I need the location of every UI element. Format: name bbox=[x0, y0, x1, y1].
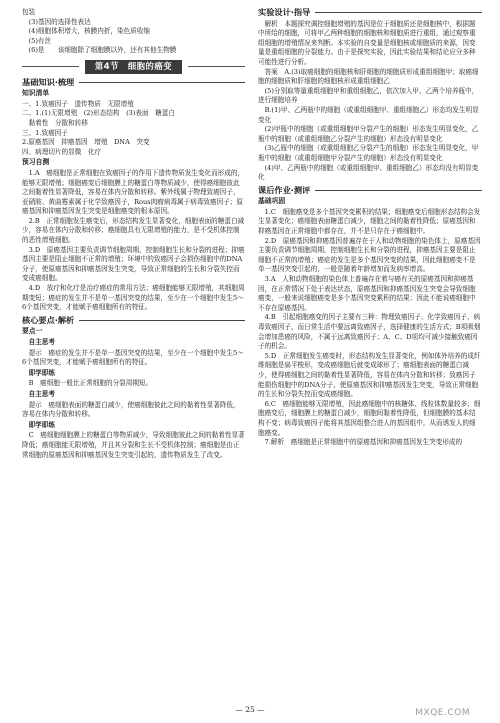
paragraph: 答案 A.(3)取癌细胞的细胞核和肝细胞的细胞质形成重组细胞甲；取癌细胞的细胞质和肝细胞的细胞核形成重组细胞乙 bbox=[258, 67, 479, 86]
experiment-answers bbox=[258, 20, 482, 183]
divider bbox=[188, 66, 245, 67]
section-heading: 核心要点·解析 bbox=[22, 316, 245, 326]
practice-text: B 癌细胞一般比正常细胞的分裂周期短。 bbox=[28, 379, 153, 388]
paragraph: 黏着性 分散和转移 bbox=[28, 118, 88, 127]
left-column bbox=[22, 8, 245, 460]
lesson-title: 第4节 细胞的癌变 bbox=[85, 60, 182, 74]
paragraph: (5)有丝 bbox=[28, 36, 52, 45]
paragraph: 2.D 原癌基因和抑癌基因普遍存在于人和动物细胞的染色体上，原癌基因主要负责调节细胞周期，控制细胞生长和分裂的进程，抑癌基因主要是阻止细胞不正常的增殖；癌症的发生是多个基因突变的结果，因此细胞癌变不是单一基因突变引起的，一般是随着年龄增加而发病率增高。 bbox=[258, 236, 481, 274]
paragraph: (6)是 该细胞除了细胞膜以外，还有其他生物膜 bbox=[28, 46, 177, 55]
paragraph: 5.D 正常细胞发生癌变时，形态结构发生显著变化，例如体外培养的成纤维细胞是扁平梭形，变成癌细胞后就变成球形了；癌细胞表面的糖蛋白减少，使得癌细胞之间的黏着性显著降低，容易在体内分散和转移；致癌因子能损伤细胞中的DNA分子，使原癌基因和抑癌基因发生突变，导致正常细胞的生长和分裂失控而变成癌细胞。 bbox=[258, 351, 481, 399]
preview-answers bbox=[22, 169, 245, 313]
self-think-label: 自主思考 bbox=[28, 389, 55, 398]
paragraph: 二、1.(1)无限增殖 (2)形态结构 (3)表面 糖蛋白 bbox=[22, 109, 175, 118]
paragraph: (3)乙瓶中的细胞（或重组细胞乙分裂产生的细胞）形态发生明显变化，甲瓶中的细胞（或重组细胞甲分裂产生的细胞）形态没有明显变化 bbox=[258, 144, 479, 162]
subsection-label: 基础巩固 bbox=[258, 197, 286, 206]
subsection-label: 知识清单 bbox=[22, 89, 50, 98]
paragraph: 解析 本题探究调控细胞增殖的基因是位于细胞质还是细胞核中，根据题中所给的细胞，可将甲乙两种细胞的细胞核和细胞质进行重组，通过观察重组细胞的增殖情况来判断。本实验的自变量是细胞核或细胞质的来源，因变量是重组细胞的分裂能力。由于是探究实验，因此实验结果和结论应分多种可能性进行分析。 bbox=[258, 19, 476, 66]
paragraph: (3)基因的选择性表达 bbox=[28, 17, 91, 26]
paragraph: B.(1)甲、乙两瓶中的细胞（或重组细胞甲、重组细胞乙）形态均发生明显变化 bbox=[258, 105, 479, 124]
self-think-label: 自主思考 bbox=[28, 338, 55, 346]
homework-answers bbox=[258, 208, 482, 448]
paragraph: 包装 bbox=[22, 8, 36, 16]
paragraph: 6.C 癌细胞能够无限增殖，因此癌细胞中的核糖体、线粒体数量较多；细胞癌变后，细胞膜上的糖蛋白减少，细胞间黏着性降低，但细胞膜的基本结构不变；病毒致癌因子能将其基因组整合进人的基因组中，从而诱发人的细胞癌变。 bbox=[258, 399, 481, 437]
paragraph: 7.解析 癌细胞是正常细胞中的原癌基因和抑癌基因发生突变形成的 bbox=[264, 438, 463, 447]
paragraph: 3.A 人和动物细胞的染色体上普遍存在着与癌有关的原癌基因和抑癌基因，在正常情况下处于表达状态，原癌基因和抑癌基因发生突变会导致细胞癌变，一般来说细胞癌变是多个基因突变累积的结果；因此不能说癌细胞中不存在原癌基因。 bbox=[258, 275, 476, 312]
section-heading: 基础知识·梳理 bbox=[22, 78, 245, 88]
page-number: — 25 — bbox=[235, 705, 265, 714]
paragraph: 4.D 放疗和化疗是治疗癌症的常用方法；癌细胞能够无限增殖，其细胞周期变短；癌症的发生并不是单一基因突变的结果，至少在一个细胞中发生5～6个基因突变，才能赋予癌细胞所有的特征。 bbox=[22, 284, 245, 312]
point-label: 要点一 bbox=[22, 327, 43, 336]
carryover-answers bbox=[22, 8, 245, 56]
paragraph: 4.B 引起细胞癌变的因子主要有三种：物理致癌因子、化学致癌因子、病毒致癌因子，而日常生活中要远离致癌因子，选择健康的生活方式；B项吸烟会增加患癌的风险，不属于远离致癌因子；A、C、D项均可减少接触致癌因子的机会。 bbox=[258, 313, 481, 351]
knowledge-list bbox=[22, 100, 245, 158]
paragraph: 2.原癌基因 抑癌基因 增殖 DNA 突变 bbox=[22, 138, 150, 147]
section-heading: 实验设计·指导 bbox=[258, 8, 482, 18]
paragraph: 三、1.致癌因子 bbox=[22, 128, 68, 137]
paragraph: 一、1.致癌因子 遗传物质 无限增殖 bbox=[22, 99, 134, 108]
watermark: MXQE.COM bbox=[415, 708, 470, 718]
paragraph: 四、病理切片的显微 化疗 bbox=[22, 147, 102, 156]
paragraph: 3.D 原癌基因主要负责调节细胞周期，控制细胞生长和分裂的进程；抑癌基因主要是阻止细胞不正常的增殖；环境中的致癌因子会损伤细胞中的DNA分子，使原癌基因和抑癌基因发生突变，导致正常细胞的生长和分裂失控而变成癌细胞。 bbox=[22, 245, 245, 283]
paragraph: (4)甲、乙两瓶中的细胞（或重组细胞甲、重组细胞乙）形态均没有明显变化 bbox=[258, 163, 479, 182]
practice-label: 即学即练 bbox=[28, 368, 55, 377]
practice-text: C 癌细胞细胞膜上的糖蛋白等物质减少，导致细胞彼此之间的黏着性显著降低；癌细胞能无限增殖，并且其分裂和生长不受机体控制；癌细胞是由正常细胞的原癌基因和抑癌基因发生突变引起的，遗传物质发生了改变。 bbox=[22, 431, 245, 459]
point-text: 提示 癌症的发生并不是单一基因突变的结果，至少在一个细胞中发生5～6个基因突变，才能赋予癌细胞所有的特征。 bbox=[22, 348, 244, 367]
divider bbox=[22, 66, 79, 67]
paragraph: (2)甲瓶中的细胞（或重组细胞甲分裂产生的细胞）形态发生明显变化，乙瓶中的细胞（或重组细胞乙分裂产生的细胞）形态没有明显变化 bbox=[258, 125, 479, 143]
point-text: 提示 癌细胞表面的糖蛋白减少，使癌细胞彼此之间的黏着性显著降低，容易在体内分散和转移。 bbox=[22, 400, 240, 419]
paragraph: 1.A 癌细胞是正常细胞在致癌因子的作用下遗传物质发生变化而形成的，能够无限增殖；细胞癌变后细胞膜上的糖蛋白等物质减少，使得癌细胞彼此之间黏着性显著降低，容易在体内分散和转移。紫外线属于物理致癌因子，亚硝胺、黄曲霉素属于化学致癌因子，Rous肉瘤病毒属于病毒致癌因子；原癌基因和抑癌基因发生突变是细胞癌变的根本原因。 bbox=[22, 168, 245, 216]
paragraph: 2.B 正常细胞发生癌变后，形态结构发生显著变化，细胞表面的糖蛋白减少，容易在体内分散和转移；癌细胞具有无限增殖的能力，是不受机体控制的恶性增殖细胞。 bbox=[22, 216, 245, 245]
subsection-label: 预习自测 bbox=[22, 158, 50, 167]
right-column bbox=[258, 8, 482, 448]
section-heading: 课后作业·测评 bbox=[258, 186, 482, 196]
paragraph: (4)细胞体积增大，核膜内折，染色质收缩 bbox=[28, 27, 151, 36]
paragraph: 1.C 细胞癌变是多个基因突变累积的结果；细胞癌变后细胞形态结构会发生显著变化；癌细胞表面糖蛋白减少，细胞之间的黏着性降低；原癌基因和抑癌基因在正常细胞中都存在，并不是只存在于癌细胞中。 bbox=[258, 207, 481, 236]
practice-label: 即学即练 bbox=[28, 420, 55, 429]
paragraph: (5)分别取等量重组细胞甲和重组细胞乙，依次加入甲、乙两个培养瓶中，进行细胞培养 bbox=[258, 86, 479, 105]
lesson-header bbox=[22, 60, 245, 74]
